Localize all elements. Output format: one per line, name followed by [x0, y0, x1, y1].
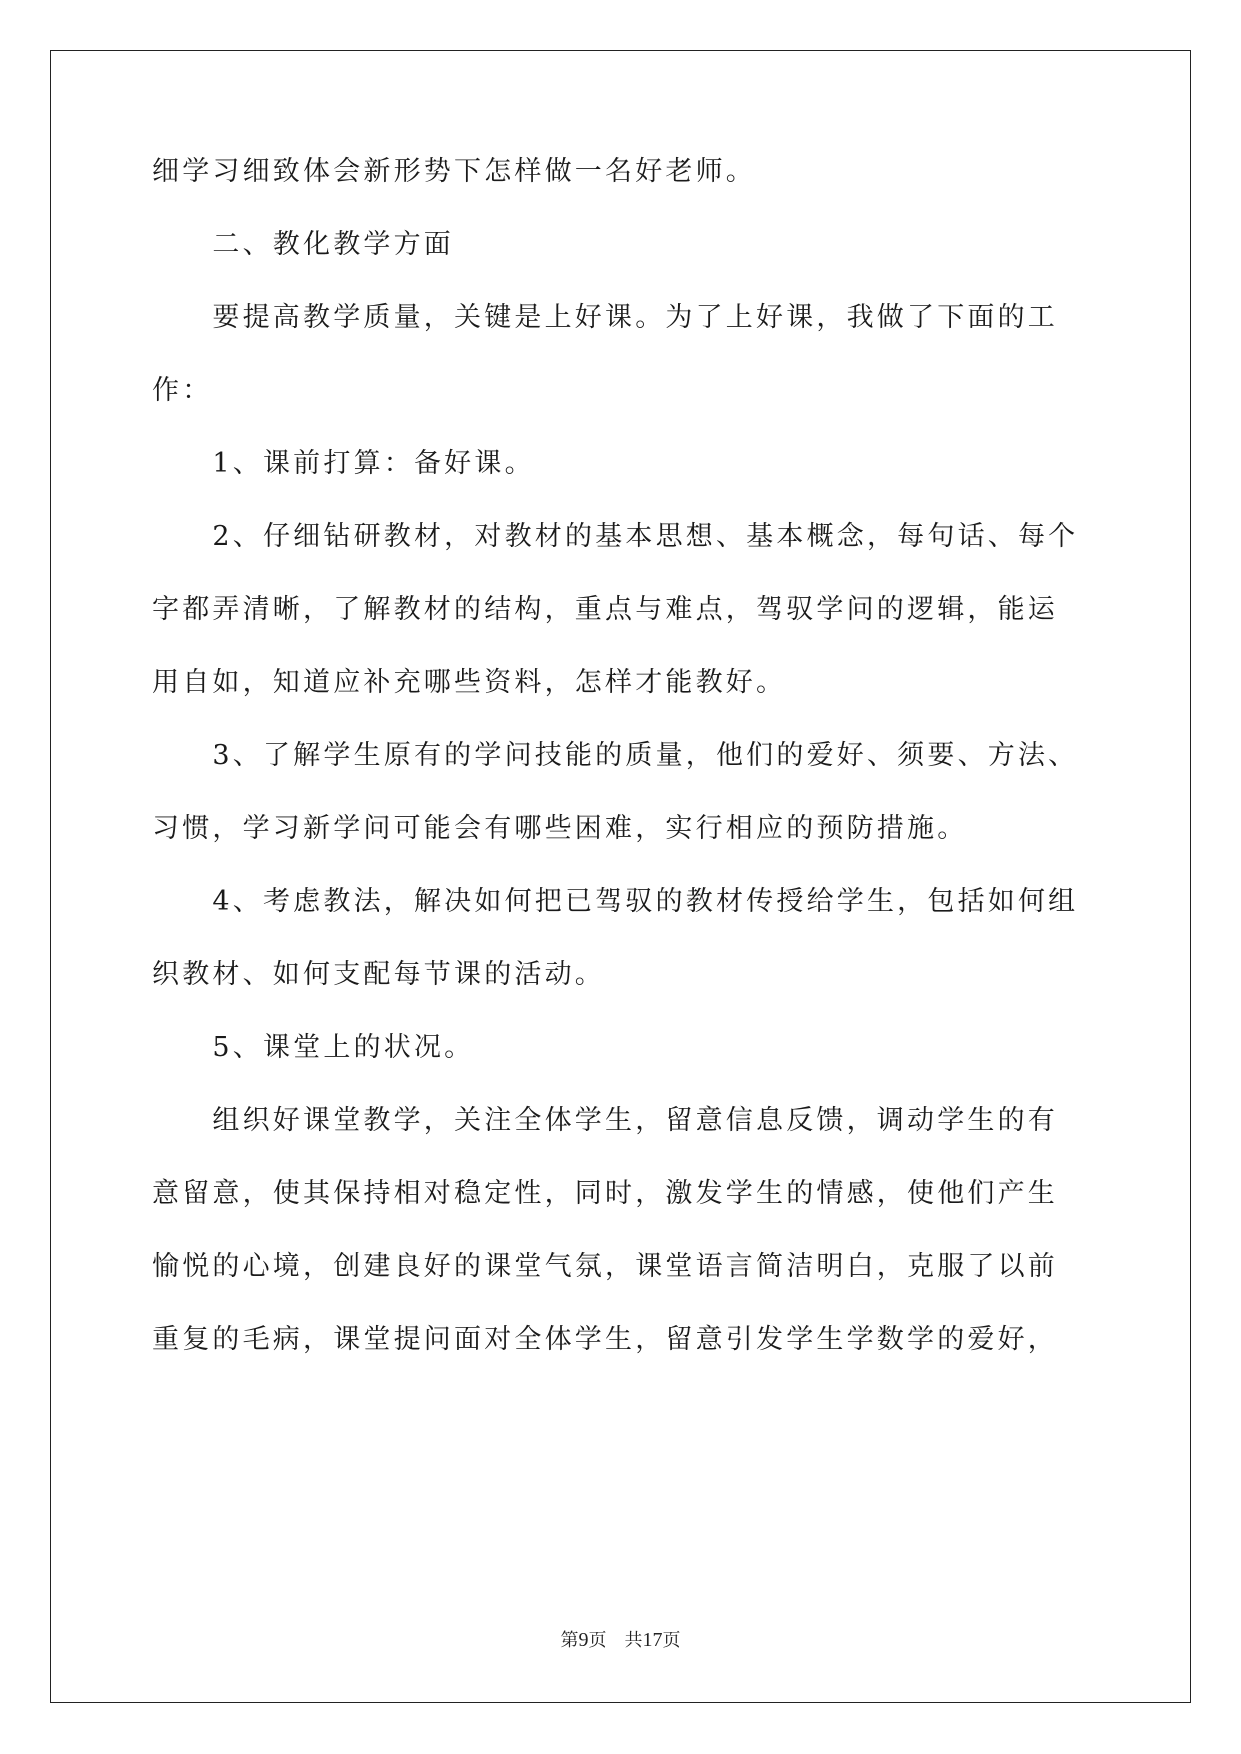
- text-line: 愉悦的心境，创建良好的课堂气氛，课堂语言简洁明白，克服了以前: [152, 1251, 1058, 1282]
- text-line: 要提高教学质量，关键是上好课。为了上好课，我做了下面的工: [152, 302, 1058, 333]
- text-line: 织教材、如何支配每节课的活动。: [152, 959, 605, 990]
- text-line: 字都弄清晰，了解教材的结构，重点与难点，驾驭学问的逻辑，能运: [152, 594, 1058, 625]
- text-line: 重复的毛病，课堂提问面对全体学生，留意引发学生学数学的爱好，: [152, 1324, 1058, 1355]
- text-line: 意留意，使其保持相对稳定性，同时，激发学生的情感，使他们产生: [152, 1178, 1058, 1209]
- text-line: 用自如，知道应补充哪些资料，怎样才能教好。: [152, 667, 787, 698]
- text-line: 1、课前打算：备好课。: [152, 448, 535, 479]
- footer-suffix: 页: [662, 1630, 681, 1651]
- total-pages-number: 17: [642, 1629, 663, 1651]
- page-footer: [0, 1628, 1241, 1653]
- text-line: 习惯，学习新学问可能会有哪些困难，实行相应的预防措施。: [152, 813, 968, 844]
- text-line: 作：: [152, 375, 213, 406]
- text-line: 3、了解学生原有的学问技能的质量，他们的爱好、须要、方法、: [152, 740, 1079, 771]
- text-line: 细学习细致体会新形势下怎样做一名好老师。: [152, 156, 756, 187]
- text-line: 组织好课堂教学，关注全体学生，留意信息反馈，调动学生的有: [152, 1105, 1058, 1136]
- footer-prefix: 第: [560, 1630, 579, 1651]
- text-line: 5、课堂上的状况。: [152, 1032, 475, 1063]
- current-page-number: 9: [578, 1629, 589, 1651]
- footer-middle: 页 共: [588, 1630, 643, 1651]
- text-line: 2、仔细钻研教材，对教材的基本思想、基本概念，每句话、每个: [152, 521, 1079, 552]
- section-heading: 二、教化教学方面: [152, 229, 454, 260]
- text-line: 4、考虑教法，解决如何把已驾驭的教材传授给学生，包括如何组: [152, 886, 1079, 917]
